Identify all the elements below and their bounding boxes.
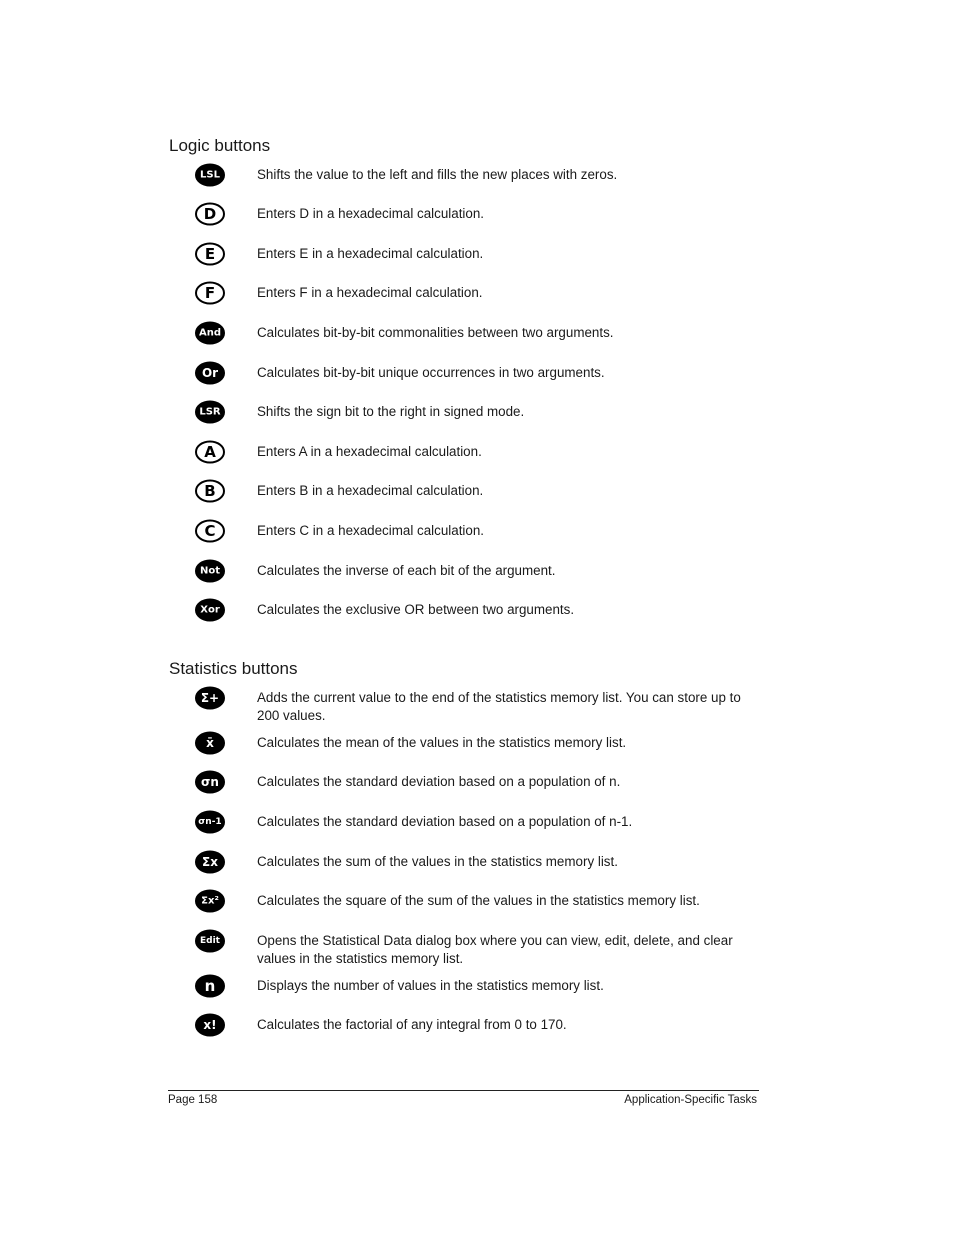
- logic-section-title: Logic buttons: [169, 136, 271, 155]
- logic-button-f-icon: [194, 281, 226, 304]
- svg-text:x!: x!: [203, 1018, 217, 1032]
- logic-button-description: Enters D in a hexadecimal calculation.: [257, 206, 485, 221]
- logic-button-description: Calculates the exclusive OR between two arguments.: [257, 602, 575, 617]
- statistics-button-description: Opens the Statistical Data dialog box where you can view, edit, delete, and clear values in the statistics memory list.: [257, 933, 733, 966]
- statistics-button-x-icon: [194, 889, 226, 912]
- logic-button-description: Enters A in a hexadecimal calculation.: [257, 444, 482, 459]
- statistics-button-symbol-icon: [194, 686, 226, 709]
- svg-text:D: D: [203, 205, 217, 223]
- chapter-title: Application-Specific Tasks: [624, 1094, 757, 1106]
- svg-text:And: And: [198, 327, 222, 339]
- logic-button-and-icon: [194, 321, 226, 344]
- logic-button-lsr-icon: [194, 400, 226, 423]
- statistics-button-description: Calculates the square of the sum of the values in the statistics memory list.: [257, 893, 700, 908]
- logic-button-description: Enters E in a hexadecimal calculation.: [257, 246, 484, 261]
- svg-text:LSL: LSL: [200, 169, 220, 181]
- logic-button-b-icon: [194, 479, 226, 502]
- svg-text:Σ+: Σ+: [200, 691, 220, 705]
- statistics-button-x-icon: [194, 731, 226, 754]
- page-number: Page 158: [168, 1094, 218, 1106]
- svg-text:Xor: Xor: [200, 604, 220, 616]
- statistics-section-title: Statistics buttons: [169, 659, 298, 678]
- svg-text:E: E: [204, 245, 216, 263]
- svg-text:B: B: [204, 482, 216, 500]
- svg-text:σn: σn: [201, 775, 219, 789]
- logic-button-description: Enters B in a hexadecimal calculation.: [257, 483, 484, 498]
- logic-button-description: Enters C in a hexadecimal calculation.: [257, 523, 485, 538]
- logic-button-description: Shifts the value to the left and fills the new places with zeros.: [257, 167, 618, 182]
- statistics-button-edit-icon: [194, 929, 226, 952]
- logic-button-e-icon: [194, 242, 226, 265]
- svg-text:σn-1: σn-1: [198, 817, 222, 827]
- svg-text:Not: Not: [199, 565, 221, 577]
- statistics-button-description: Calculates the sum of the values in the statistics memory list.: [257, 854, 618, 869]
- svg-text:x̄: x̄: [206, 736, 214, 750]
- svg-text:n: n: [204, 977, 216, 995]
- statistics-button-description: Displays the number of values in the statistics memory list.: [257, 978, 604, 993]
- logic-button-c-icon: [194, 519, 226, 542]
- statistics-button-n-icon: [194, 770, 226, 793]
- logic-button-a-icon: [194, 440, 226, 463]
- logic-button-or-icon: [194, 361, 226, 384]
- statistics-button-description: Adds the current value to the end of the statistics memory list. You can store up to 200 values.: [257, 690, 741, 723]
- footer-divider: [168, 1090, 759, 1091]
- svg-text:Σx²: Σx²: [201, 895, 219, 907]
- statistics-button-n-icon: [194, 974, 226, 997]
- statistics-button-description: Calculates the standard deviation based on a population of n-1.: [257, 814, 633, 829]
- statistics-button-x-icon: [194, 850, 226, 873]
- svg-text:Edit: Edit: [200, 936, 220, 946]
- logic-button-description: Calculates bit-by-bit commonalities between two arguments.: [257, 325, 614, 340]
- logic-button-lsl-icon: [194, 163, 226, 186]
- statistics-button-description: Calculates the standard deviation based on a population of n.: [257, 774, 621, 789]
- logic-button-description: Calculates bit-by-bit unique occurrences in two arguments.: [257, 365, 605, 380]
- statistics-button-n-1-icon: [194, 810, 226, 833]
- svg-text:A: A: [204, 443, 216, 461]
- svg-text:Or: Or: [201, 366, 219, 380]
- statistics-button-x-icon: [194, 1013, 226, 1036]
- statistics-button-description: Calculates the mean of the values in the statistics memory list.: [257, 735, 627, 750]
- logic-button-xor-icon: [194, 598, 226, 621]
- svg-text:C: C: [204, 522, 216, 540]
- logic-button-not-icon: [194, 559, 226, 582]
- logic-button-description: Shifts the sign bit to the right in signed mode.: [257, 404, 525, 419]
- svg-text:Σx: Σx: [202, 855, 218, 869]
- svg-text:F: F: [204, 284, 216, 302]
- svg-text:LSR: LSR: [199, 406, 221, 418]
- logic-button-description: Calculates the inverse of each bit of the argument.: [257, 563, 556, 578]
- logic-button-description: Enters F in a hexadecimal calculation.: [257, 285, 483, 300]
- logic-button-d-icon: [194, 202, 226, 225]
- statistics-button-description: Calculates the factorial of any integral from 0 to 170.: [257, 1017, 567, 1032]
